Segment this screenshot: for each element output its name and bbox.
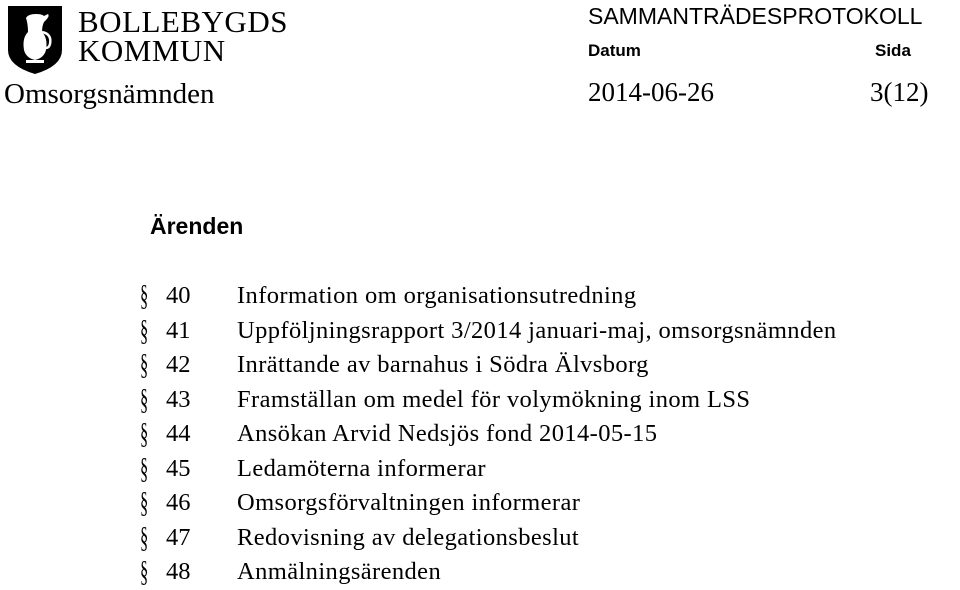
page-label: Sida (875, 41, 911, 60)
section-sign: § (140, 348, 149, 381)
agenda-item (140, 486, 955, 521)
agenda-item (140, 521, 955, 556)
page-value: 3(12) (870, 77, 929, 107)
committee-name: Omsorgsnämnden (4, 78, 215, 110)
agenda-item-title: Ledamöterna informerar (237, 454, 486, 482)
agenda-item-number: 48 (166, 558, 191, 585)
agenda-item (140, 417, 955, 452)
agenda-item (140, 348, 955, 383)
section-sign: § (140, 279, 149, 312)
agenda-item (140, 314, 955, 349)
agenda-item-title: Ansökan Arvid Nedsjös fond 2014-05-15 (237, 420, 658, 447)
agenda-item-number: 44 (166, 420, 191, 447)
agenda-item-title: Framställan om medel för volymökning inom LSS (237, 385, 751, 413)
agenda-item-title: Redovisning av delegationsbeslut (237, 523, 580, 551)
agenda-item-number: 47 (166, 523, 191, 551)
section-sign: § (140, 520, 149, 554)
agenda-item (140, 452, 955, 487)
agenda-item-title: Inrättande av barnahus i Södra Älvsborg (237, 351, 649, 378)
document-type: SAMMANTRÄDESPROTOKOLL (588, 3, 923, 29)
section-sign: § (140, 451, 149, 485)
section-sign: § (140, 313, 149, 347)
date-label: Datum (588, 41, 641, 60)
section-heading: Ärenden (150, 213, 244, 239)
agenda-item-number: 43 (166, 385, 191, 413)
agenda-item-number: 41 (166, 316, 191, 344)
municipality-coat-of-arms-icon (6, 4, 64, 76)
agenda-item-title: Omsorgsförvaltningen informerar (237, 489, 581, 516)
section-sign: § (140, 555, 149, 588)
agenda-item-number: 45 (166, 454, 191, 482)
section-sign: § (140, 417, 149, 450)
section-sign: § (140, 382, 149, 416)
org-name-line2: KOMMUN (78, 33, 226, 68)
agenda-item (140, 555, 955, 590)
agenda-item (140, 279, 955, 314)
agenda-item-title: Information om organisationsutredning (237, 282, 637, 309)
date-value: 2014-06-26 (588, 77, 714, 107)
agenda-item-number: 40 (166, 282, 191, 309)
agenda-item-number: 46 (166, 489, 191, 516)
agenda-item-title: Uppföljningsrapport 3/2014 januari-maj, omsorgsnämnden (237, 316, 837, 344)
section-sign: § (140, 486, 149, 519)
agenda-item (140, 383, 955, 418)
agenda-item-number: 42 (166, 351, 191, 378)
org-name-line1: BOLLEBYGDS (78, 4, 288, 39)
agenda-item-title: Anmälningsärenden (237, 558, 442, 585)
agenda-item-list (140, 279, 955, 590)
